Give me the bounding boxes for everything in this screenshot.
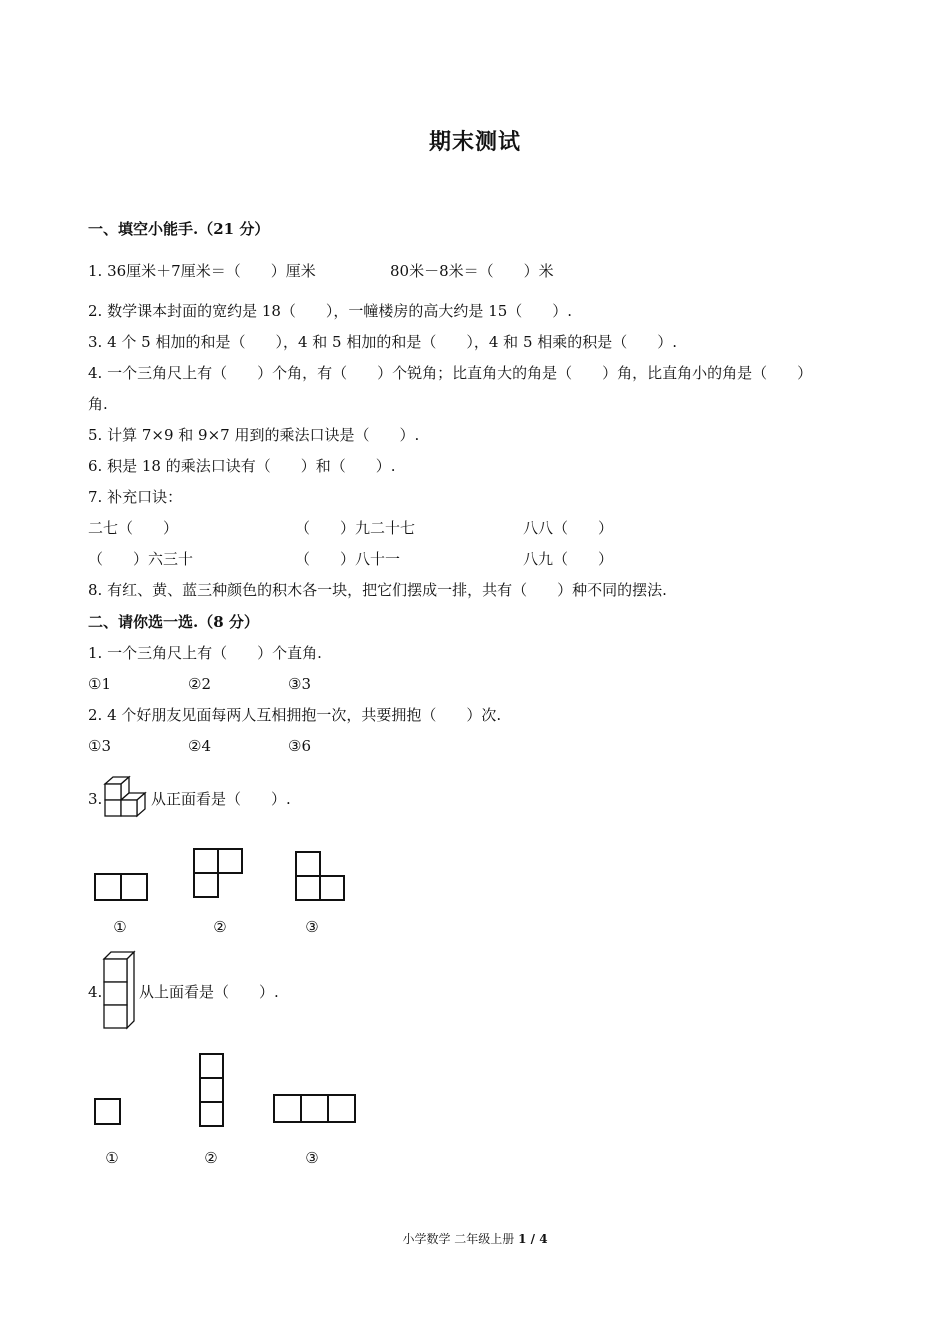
option: ①1 [88,675,111,693]
question-1-6: 6. 积是 18 的乘法口诀有（ ）和（ ）. [88,457,396,475]
question-2-1: 1. 一个三角尺上有（ ）个直角. [88,644,322,662]
option-figure-single-square [94,1098,124,1128]
option-label: ① [113,918,127,936]
option: ③3 [288,675,311,693]
option-label: ① [105,1149,119,1167]
chant-cell: 二七（ ） [88,519,179,537]
question-2-2: 2. 4 个好朋友见面每两人互相拥抱一次，共要拥抱（ ）次. [88,706,502,724]
option-figure-horizontal-three-squares [273,1094,359,1124]
chant-cell: 八九（ ） [523,550,614,568]
cube-tower-3d-figure [103,951,137,1031]
option-figure-step-shape [295,851,347,903]
page-title: 期末测试 [428,129,521,155]
page-number: 1 / 4 [518,1232,548,1246]
section-1-header: 一、填空小能手.（21 分） [88,220,270,238]
question-1-7: 7. 补充口诀： [88,488,183,506]
option-label: ② [204,1149,218,1167]
option-figure-two-squares [94,873,150,903]
option-label: ② [213,918,227,936]
option: ③6 [288,737,311,755]
question-1-4: 4. 一个三角尺上有（ ）个角，有（ ）个锐角；比直角大的角是（ ）角，比直角小的角是（ ） [88,364,813,382]
question-2-3-number: 3. [88,790,103,808]
option-figure-vertical-three-squares [199,1053,227,1129]
question-1-8: 8. 有红、黄、蓝三种颜色的积木各一块，把它们摆成一排，共有（ ）种不同的摆法. [88,581,667,599]
question-2-4-number: 4. [88,983,103,1001]
question-1-1b: 80米－8米＝（ ）米 [390,262,554,280]
question-1-3: 3. 4 个 5 相加的和是（ ），4 和 5 相加的和是（ ），4 和 5 相乘的积是（ ）. [88,333,678,351]
chant-cell: （ ）九二十七 [295,519,416,537]
question-2-3: 从正面看是（ ）. [151,790,291,808]
question-1-4-continued: 角. [88,395,108,413]
chant-cell: 八八（ ） [523,519,614,537]
question-1-2: 2. 数学课本封面的宽约是 18（ ），一幢楼房的高大约是 15（ ）. [88,302,573,320]
question-1-5: 5. 计算 7×9 和 9×7 用到的乘法口诀是（ ）. [88,426,420,444]
chant-cell: （ ）六三十 [88,550,194,568]
question-2-4: 从上面看是（ ）. [139,983,279,1001]
option-label: ③ [305,1149,319,1167]
chant-cell: （ ）八十一 [295,550,401,568]
option-figure-l-shape [193,848,245,900]
page-footer [0,1229,950,1249]
option: ②4 [188,737,211,755]
footer-text: 小学数学 二年级上册 [402,1232,515,1246]
option-label: ③ [305,918,319,936]
option: ①3 [88,737,111,755]
option: ②2 [188,675,211,693]
section-2-header: 二、请你选一选.（8 分） [88,613,259,631]
cube-stack-3d-figure [104,776,150,820]
question-1-1a: 1. 36厘米＋7厘米＝（ ）厘米 [88,262,316,280]
